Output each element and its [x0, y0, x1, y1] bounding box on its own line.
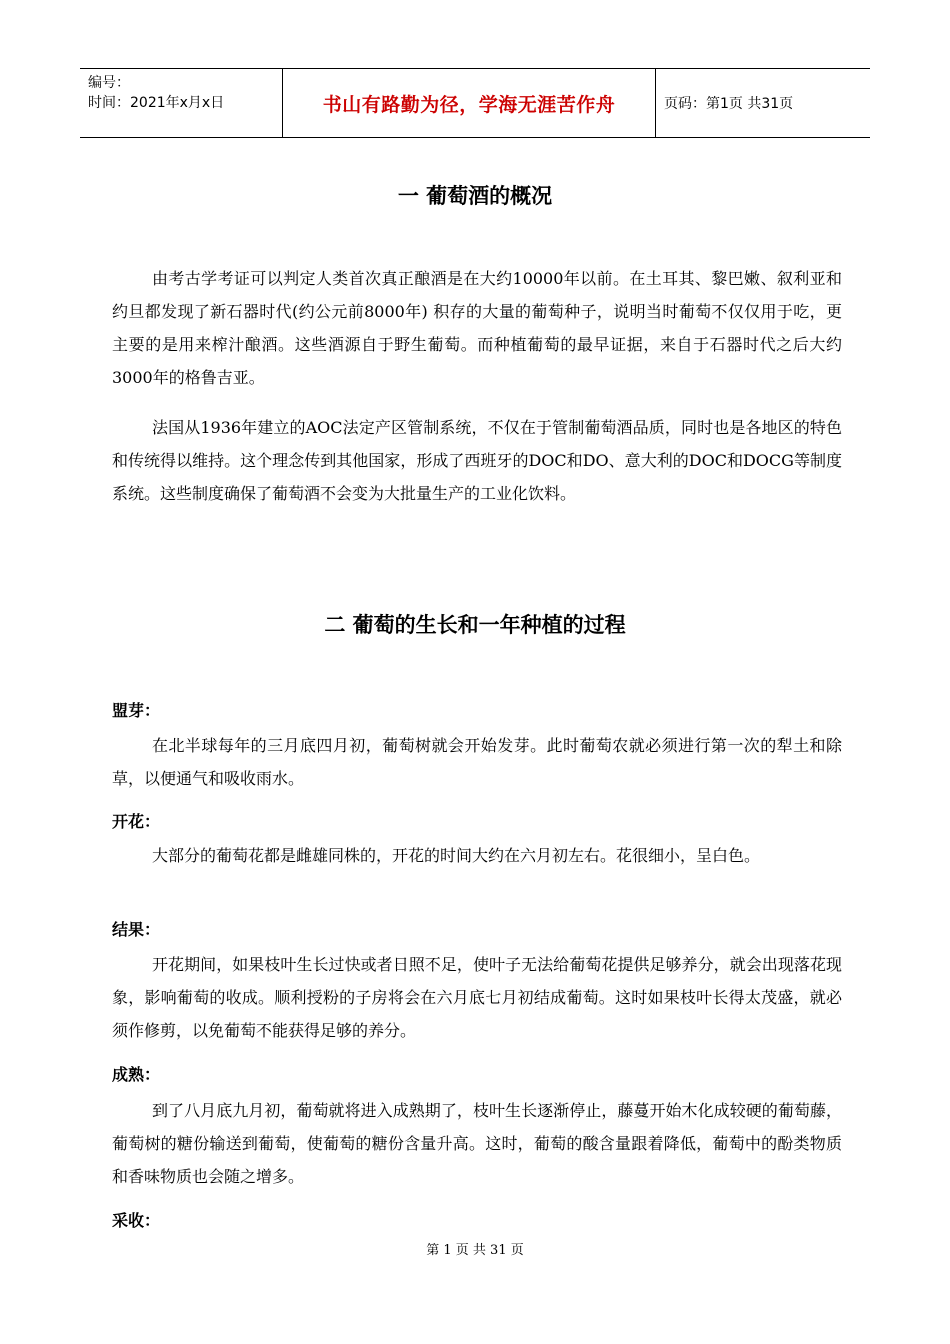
header-motto: 书山有路勤为径，学海无涯苦作舟: [322, 93, 616, 116]
paragraph-ripening: 到了八月底九月初，葡萄就将进入成熟期了，枝叶生长逐渐停止，藤蔓开始木化成较硬的葡萄藤，葡萄树的糖份输送到葡萄，使葡萄的糖份含量升高。这时，葡萄的酸含量跟着降低，葡萄中的酚类物质和香味物质也会随之增多。: [112, 1101, 842, 1186]
subheading-flowering: 开花：: [112, 812, 161, 831]
paragraph-budding: 在北半球每年的三月底四月初，葡萄树就会开始发芽。此时葡萄农就必须进行第一次的犁土和除草，以便通气和吸收雨水。: [112, 736, 842, 788]
page-header: [80, 68, 870, 138]
doc-number-label: 编号：: [88, 75, 130, 91]
header-motto-cell: [282, 69, 656, 137]
header-page-info-cell: [656, 69, 870, 137]
header-page-info: 页码：第1页 共31页: [664, 96, 794, 112]
doc-date-label: 时间：2021年x月x日: [88, 95, 225, 111]
section-2-title: 二 葡萄的生长和一年种植的过程: [324, 613, 626, 637]
section-1-paragraph-1: 由考古学考证可以判定人类首次真正酿酒是在大约10000年以前。在土耳其、黎巴嫩、叙利亚和约旦都发现了新石器时代(约公元前8000年) 积存的大量的葡萄种子，说明当时葡萄不仅仅用于吃，更主要的是用来榨汁酿酒。这些酒源自于野生葡萄。而种植葡萄的最早证据，来自于石器时代之后大约3000年的格鲁吉亚。: [112, 269, 842, 387]
subheading-ripening: 成熟：: [112, 1065, 161, 1084]
paragraph-fruiting: 开花期间，如果枝叶生长过快或者日照不足，使叶子无法给葡萄花提供足够养分，就会出现落花现象，影响葡萄的收成。顺利授粉的子房将会在六月底七月初结成葡萄。这时如果枝叶长得太茂盛，就必须作修剪，以免葡萄不能获得足够的养分。: [112, 955, 842, 1040]
subheading-harvest: 采收：: [112, 1211, 161, 1230]
page-footer: 第 1 页 共 31 页: [426, 1243, 524, 1258]
header-meta: [80, 69, 282, 137]
subheading-fruiting: 结果：: [112, 920, 161, 939]
subheading-budding: 盟芽：: [112, 701, 161, 720]
section-1-title: 一 葡萄酒的概况: [397, 184, 553, 208]
paragraph-flowering: 大部分的葡萄花都是雌雄同株的，开花的时间大约在六月初左右。花很细小，呈白色。: [152, 846, 761, 865]
section-1-paragraph-2: 法国从1936年建立的AOC法定产区管制系统，不仅在于管制葡萄酒品质，同时也是各地区的特色和传统得以维持。这个理念传到其他国家，形成了西班牙的DOC和DO、意大利的DOC和DOCG等制度系统。这些制度确保了葡萄酒不会变为大批量生产的工业化饮料。: [112, 418, 842, 503]
